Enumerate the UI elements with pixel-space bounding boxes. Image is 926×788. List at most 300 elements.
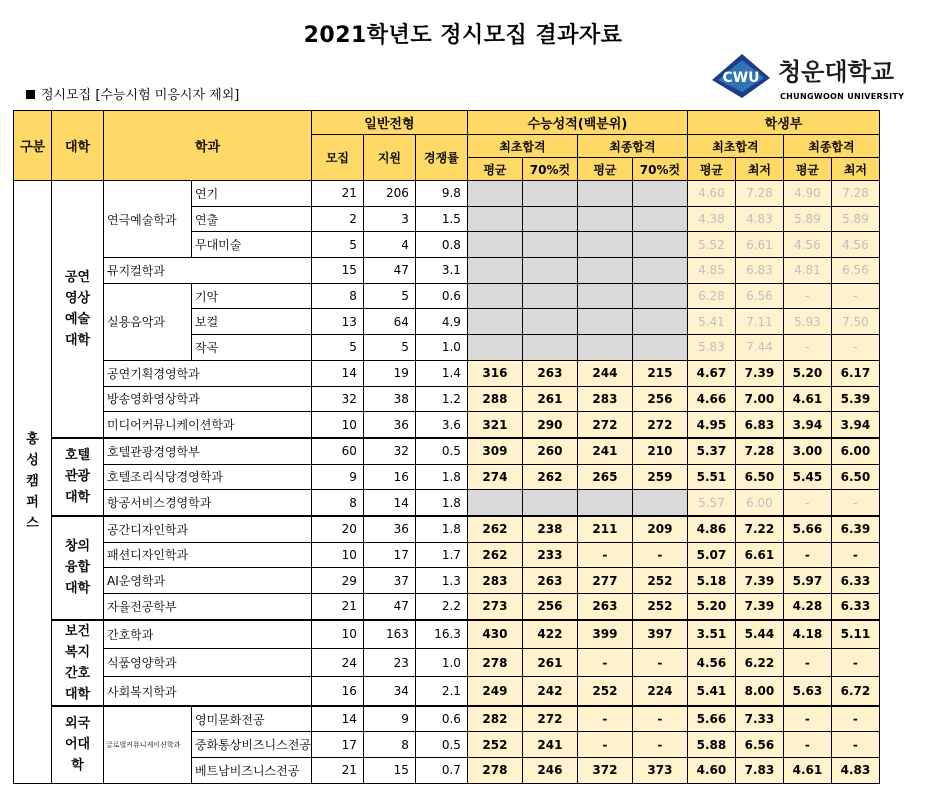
table-row	[14, 568, 880, 594]
quota-cell: 21	[311, 181, 363, 207]
major-cell: 연출	[192, 206, 312, 232]
ratio-cell: 1.8	[415, 490, 467, 516]
grade-cell: 7.39	[735, 360, 783, 386]
grade-cell: 5.57	[687, 490, 735, 516]
csat-score-cell: -	[577, 732, 632, 758]
applicants-cell: 47	[363, 594, 415, 620]
grade-cell: 3.94	[831, 412, 879, 438]
csat-score-cell: 263	[522, 568, 577, 594]
applicants-cell: 17	[363, 542, 415, 568]
subtitle-text: 정시모집 [수능시험 미응시자 제외]	[41, 88, 240, 103]
csat-score-cell: 262	[467, 542, 522, 568]
quota-cell: 16	[311, 677, 363, 706]
grade-cell: 7.28	[735, 438, 783, 464]
csat-score-cell: -	[632, 706, 687, 732]
csat-score-cell	[467, 309, 522, 335]
grade-cell: 4.66	[687, 386, 735, 412]
grade-cell: -	[831, 732, 879, 758]
csat-score-cell: 430	[467, 620, 522, 649]
csat-score-cell	[632, 206, 687, 232]
quota-cell: 10	[311, 542, 363, 568]
table-row	[14, 360, 880, 386]
table-row	[14, 386, 880, 412]
grade-cell: 6.00	[735, 490, 783, 516]
csat-score-cell	[632, 283, 687, 309]
quota-cell: 32	[311, 386, 363, 412]
dept-cell: 실용음악과	[104, 283, 192, 360]
csat-score-cell	[632, 232, 687, 258]
ratio-cell: 0.8	[415, 232, 467, 258]
quota-cell: 21	[311, 758, 363, 784]
csat-score-cell: 252	[632, 568, 687, 594]
csat-score-cell: 246	[522, 758, 577, 784]
csat-score-cell	[522, 206, 577, 232]
grade-cell: 4.83	[831, 758, 879, 784]
grade-cell: -	[783, 542, 831, 568]
ratio-cell: 1.0	[415, 649, 467, 677]
csat-score-cell	[522, 258, 577, 284]
grade-cell: 7.00	[735, 386, 783, 412]
table-row	[14, 706, 880, 732]
applicants-cell: 47	[363, 258, 415, 284]
grade-cell: 8.00	[735, 677, 783, 706]
logo-korean-name: 청운대학교	[778, 58, 894, 86]
csat-score-cell: 261	[522, 649, 577, 677]
csat-score-cell: 316	[467, 360, 522, 386]
major-cell: 중화통상비즈니스전공	[192, 732, 312, 758]
table-row	[14, 181, 880, 207]
grade-cell: -	[783, 732, 831, 758]
csat-score-cell	[632, 181, 687, 207]
quota-cell: 20	[311, 516, 363, 542]
header-csat-final: 최종합격	[577, 135, 687, 158]
major-cell: 보컬	[192, 309, 312, 335]
dept-cell: 호텔관광경영학부	[104, 438, 312, 464]
header-csat: 수능성적(백분위)	[467, 111, 687, 135]
grade-cell: 4.90	[783, 181, 831, 207]
grade-cell: 5.37	[687, 438, 735, 464]
table-row	[14, 258, 880, 284]
grade-cell: -	[783, 706, 831, 732]
dept-cell: 뮤지컬학과	[104, 258, 312, 284]
csat-score-cell: 263	[522, 360, 577, 386]
applicants-cell: 23	[363, 649, 415, 677]
grade-cell: 6.56	[735, 732, 783, 758]
header-avg: 평균	[577, 158, 632, 181]
grade-cell: 5.41	[687, 677, 735, 706]
quota-cell: 9	[311, 464, 363, 490]
csat-score-cell: 241	[577, 438, 632, 464]
csat-score-cell	[577, 232, 632, 258]
grade-cell: 5.20	[687, 594, 735, 620]
grade-cell: 4.56	[783, 232, 831, 258]
dept-cell: 항공서비스경영학과	[104, 490, 312, 516]
university-logo	[708, 48, 914, 106]
csat-score-cell	[632, 490, 687, 516]
header-quota: 모집	[311, 135, 363, 181]
ratio-cell: 0.6	[415, 283, 467, 309]
grade-cell: 5.45	[783, 464, 831, 490]
csat-score-cell	[522, 232, 577, 258]
ratio-cell: 1.8	[415, 464, 467, 490]
csat-score-cell: -	[632, 542, 687, 568]
ratio-cell: 3.6	[415, 412, 467, 438]
csat-score-cell: 272	[522, 706, 577, 732]
csat-score-cell	[467, 258, 522, 284]
grade-cell: 4.18	[783, 620, 831, 649]
logo-mark-text: CWU	[722, 70, 760, 86]
grade-cell: 5.66	[783, 516, 831, 542]
grade-cell: -	[831, 706, 879, 732]
csat-score-cell: 259	[632, 464, 687, 490]
csat-score-cell	[522, 490, 577, 516]
grade-cell: 4.28	[783, 594, 831, 620]
applicants-cell: 9	[363, 706, 415, 732]
ratio-cell: 1.7	[415, 542, 467, 568]
grade-cell: 5.88	[687, 732, 735, 758]
ratio-cell: 1.4	[415, 360, 467, 386]
logo-english-name: CHUNGWOON UNIVERSITY	[780, 92, 905, 101]
csat-score-cell: 252	[632, 594, 687, 620]
grade-cell: 5.52	[687, 232, 735, 258]
csat-score-cell: 282	[467, 706, 522, 732]
csat-score-cell: 373	[632, 758, 687, 784]
ratio-cell: 0.5	[415, 438, 467, 464]
grade-cell: 6.50	[831, 464, 879, 490]
grade-cell: 4.61	[783, 758, 831, 784]
college-label: 외국어대학	[64, 716, 91, 774]
grade-cell: -	[831, 542, 879, 568]
grade-cell: 4.60	[687, 181, 735, 207]
grade-cell: 7.11	[735, 309, 783, 335]
csat-score-cell	[467, 283, 522, 309]
csat-score-cell: 278	[467, 758, 522, 784]
campus-label: 홍성캠퍼스	[26, 432, 39, 532]
csat-score-cell: 260	[522, 438, 577, 464]
college-cell	[52, 620, 104, 706]
grade-cell: 5.41	[687, 309, 735, 335]
csat-score-cell	[632, 335, 687, 361]
quota-cell: 15	[311, 258, 363, 284]
dept-cell: 호텔조리식당경영학과	[104, 464, 312, 490]
ratio-cell: 1.5	[415, 206, 467, 232]
quota-cell: 17	[311, 732, 363, 758]
table-row	[14, 542, 880, 568]
csat-score-cell: 233	[522, 542, 577, 568]
major-cell: 무대미술	[192, 232, 312, 258]
campus-cell	[14, 181, 52, 784]
major-cell: 영미문화전공	[192, 706, 312, 732]
csat-score-cell	[522, 309, 577, 335]
csat-score-cell: 278	[467, 649, 522, 677]
quota-cell: 14	[311, 360, 363, 386]
csat-score-cell: 244	[577, 360, 632, 386]
grade-cell: 5.51	[687, 464, 735, 490]
quota-cell: 10	[311, 412, 363, 438]
csat-score-cell: 210	[632, 438, 687, 464]
csat-score-cell	[577, 181, 632, 207]
college-cell	[52, 706, 104, 784]
header-avg: 평균	[467, 158, 522, 181]
csat-score-cell	[467, 181, 522, 207]
ratio-cell: 2.1	[415, 677, 467, 706]
csat-score-cell: 211	[577, 516, 632, 542]
grade-cell: 5.66	[687, 706, 735, 732]
college-label: 보건복지간호대학	[64, 623, 91, 702]
csat-score-cell	[577, 283, 632, 309]
header-min: 최저	[831, 158, 879, 181]
quota-cell: 29	[311, 568, 363, 594]
applicants-cell: 3	[363, 206, 415, 232]
page-title: 2021학년도 정시모집 결과자료	[303, 23, 623, 48]
quota-cell: 5	[311, 335, 363, 361]
header-cut70: 70%컷	[522, 158, 577, 181]
grade-cell: -	[783, 283, 831, 309]
dept-cell: 글로벌커뮤니케이션학과	[104, 706, 192, 784]
quota-cell: 5	[311, 232, 363, 258]
quota-cell: 10	[311, 620, 363, 649]
grade-cell: 7.28	[831, 181, 879, 207]
grade-cell: 6.83	[735, 258, 783, 284]
grade-cell: 6.00	[831, 438, 879, 464]
applicants-cell: 34	[363, 677, 415, 706]
grade-cell: 5.97	[783, 568, 831, 594]
csat-score-cell: 288	[467, 386, 522, 412]
grade-cell: 4.83	[735, 206, 783, 232]
grade-cell: -	[831, 649, 879, 677]
header-min: 최저	[735, 158, 783, 181]
applicants-cell: 32	[363, 438, 415, 464]
table-row	[14, 620, 880, 649]
table-row	[14, 649, 880, 677]
applicants-cell: 37	[363, 568, 415, 594]
dept-cell: 식품영양학과	[104, 649, 312, 677]
header-csat-first: 최초합격	[467, 135, 577, 158]
csat-score-cell: 265	[577, 464, 632, 490]
grade-cell: 5.89	[831, 206, 879, 232]
dept-cell: 사회복지학과	[104, 677, 312, 706]
csat-score-cell: 309	[467, 438, 522, 464]
csat-score-cell: -	[632, 732, 687, 758]
csat-score-cell: 224	[632, 677, 687, 706]
ratio-cell: 2.2	[415, 594, 467, 620]
quota-cell: 8	[311, 490, 363, 516]
quota-cell: 2	[311, 206, 363, 232]
grade-cell: 6.61	[735, 542, 783, 568]
college-label: 창의융합대학	[64, 539, 91, 597]
major-cell: 베트남비즈니스전공	[192, 758, 312, 784]
grade-cell: 6.56	[735, 283, 783, 309]
grade-cell: 5.83	[687, 335, 735, 361]
ratio-cell: 1.0	[415, 335, 467, 361]
header-avg: 평균	[783, 158, 831, 181]
grade-cell: 6.39	[831, 516, 879, 542]
csat-score-cell: 249	[467, 677, 522, 706]
grade-cell: 7.22	[735, 516, 783, 542]
grade-cell: 3.94	[783, 412, 831, 438]
grade-cell: -	[831, 283, 879, 309]
grade-cell: 7.44	[735, 335, 783, 361]
applicants-cell: 15	[363, 758, 415, 784]
ratio-cell: 0.6	[415, 706, 467, 732]
college-cell	[52, 181, 104, 438]
csat-score-cell: 272	[577, 412, 632, 438]
applicants-cell: 163	[363, 620, 415, 649]
grade-cell: 4.60	[687, 758, 735, 784]
table-row	[14, 464, 880, 490]
grade-cell: 5.20	[783, 360, 831, 386]
csat-score-cell	[577, 206, 632, 232]
csat-score-cell: 252	[577, 677, 632, 706]
dept-cell: 패션디자인학과	[104, 542, 312, 568]
applicants-cell: 64	[363, 309, 415, 335]
college-label: 공연영상예술대학	[64, 269, 91, 348]
csat-score-cell: 256	[632, 386, 687, 412]
csat-score-cell: 238	[522, 516, 577, 542]
grade-cell: -	[783, 335, 831, 361]
grade-cell: 7.33	[735, 706, 783, 732]
csat-score-cell	[522, 181, 577, 207]
header-ratio: 경쟁률	[415, 135, 467, 181]
csat-score-cell: 252	[467, 732, 522, 758]
csat-score-cell: 263	[577, 594, 632, 620]
grade-cell: 5.44	[735, 620, 783, 649]
grade-cell: 6.61	[735, 232, 783, 258]
csat-score-cell: 399	[577, 620, 632, 649]
csat-score-cell	[467, 335, 522, 361]
grade-cell: 5.18	[687, 568, 735, 594]
csat-score-cell	[467, 232, 522, 258]
grade-cell: 4.81	[783, 258, 831, 284]
bullet-square-icon	[26, 90, 35, 99]
csat-score-cell: 321	[467, 412, 522, 438]
grade-cell: 6.33	[831, 568, 879, 594]
header-gubun: 구분	[14, 111, 52, 181]
dept-cell: 공간디자인학과	[104, 516, 312, 542]
header-rec-first: 최초합격	[687, 135, 783, 158]
dept-cell: 방송영화영상학과	[104, 386, 312, 412]
table-row	[14, 438, 880, 464]
grade-cell: 7.28	[735, 181, 783, 207]
grade-cell: 5.07	[687, 542, 735, 568]
grade-cell: 6.56	[831, 258, 879, 284]
ratio-cell: 3.1	[415, 258, 467, 284]
cwu-logo-icon	[708, 50, 772, 100]
grade-cell: 3.00	[783, 438, 831, 464]
csat-score-cell: -	[577, 706, 632, 732]
college-cell	[52, 516, 104, 620]
header-student-record: 학생부	[687, 111, 879, 135]
major-cell: 기악	[192, 283, 312, 309]
csat-score-cell: 397	[632, 620, 687, 649]
grade-cell: -	[783, 490, 831, 516]
applicants-cell: 206	[363, 181, 415, 207]
grade-cell: -	[831, 490, 879, 516]
header-rec-final: 최종합격	[783, 135, 879, 158]
grade-cell: 7.39	[735, 568, 783, 594]
table-row	[14, 283, 880, 309]
grade-cell: 5.39	[831, 386, 879, 412]
grade-cell: 5.89	[783, 206, 831, 232]
csat-score-cell: 242	[522, 677, 577, 706]
csat-score-cell: -	[632, 649, 687, 677]
csat-score-cell: 372	[577, 758, 632, 784]
dept-cell: 연극예술학과	[104, 181, 192, 258]
applicants-cell: 38	[363, 386, 415, 412]
header-college: 대학	[52, 111, 104, 181]
ratio-cell: 0.5	[415, 732, 467, 758]
ratio-cell: 9.8	[415, 181, 467, 207]
dept-cell: 공연기획경영학과	[104, 360, 312, 386]
ratio-cell: 16.3	[415, 620, 467, 649]
grade-cell: 7.50	[831, 309, 879, 335]
table-row	[14, 490, 880, 516]
quota-cell: 60	[311, 438, 363, 464]
grade-cell: 6.28	[687, 283, 735, 309]
header-applicants: 지원	[363, 135, 415, 181]
csat-score-cell	[577, 335, 632, 361]
grade-cell: 6.50	[735, 464, 783, 490]
ratio-cell: 4.9	[415, 309, 467, 335]
csat-score-cell: 273	[467, 594, 522, 620]
csat-score-cell	[577, 258, 632, 284]
csat-score-cell: 283	[467, 568, 522, 594]
grade-cell: 6.22	[735, 649, 783, 677]
csat-score-cell	[577, 490, 632, 516]
applicants-cell: 36	[363, 412, 415, 438]
ratio-cell: 0.7	[415, 758, 467, 784]
admission-results-table	[13, 110, 880, 784]
applicants-cell: 19	[363, 360, 415, 386]
grade-cell: 3.51	[687, 620, 735, 649]
csat-score-cell: 272	[632, 412, 687, 438]
grade-cell: 4.86	[687, 516, 735, 542]
quota-cell: 13	[311, 309, 363, 335]
grade-cell: 6.17	[831, 360, 879, 386]
applicants-cell: 4	[363, 232, 415, 258]
applicants-cell: 36	[363, 516, 415, 542]
header-avg: 평균	[687, 158, 735, 181]
table-row	[14, 516, 880, 542]
major-cell: 연기	[192, 181, 312, 207]
dept-cell: 간호학과	[104, 620, 312, 649]
csat-score-cell: 422	[522, 620, 577, 649]
quota-cell: 24	[311, 649, 363, 677]
grade-cell: 6.72	[831, 677, 879, 706]
csat-score-cell	[467, 490, 522, 516]
csat-score-cell: 277	[577, 568, 632, 594]
major-cell: 작곡	[192, 335, 312, 361]
grade-cell: 5.11	[831, 620, 879, 649]
grade-cell: 7.39	[735, 594, 783, 620]
ratio-cell: 1.3	[415, 568, 467, 594]
csat-score-cell: 262	[522, 464, 577, 490]
header-dept: 학과	[104, 111, 312, 181]
ratio-cell: 1.2	[415, 386, 467, 412]
grade-cell: 6.83	[735, 412, 783, 438]
grade-cell: 4.38	[687, 206, 735, 232]
dept-cell: 자율전공학부	[104, 594, 312, 620]
applicants-cell: 8	[363, 732, 415, 758]
table-row	[14, 677, 880, 706]
csat-score-cell: 274	[467, 464, 522, 490]
grade-cell: 4.67	[687, 360, 735, 386]
csat-score-cell	[522, 335, 577, 361]
grade-cell: 6.33	[831, 594, 879, 620]
grade-cell: 5.93	[783, 309, 831, 335]
grade-cell: 4.56	[831, 232, 879, 258]
grade-cell: 5.63	[783, 677, 831, 706]
